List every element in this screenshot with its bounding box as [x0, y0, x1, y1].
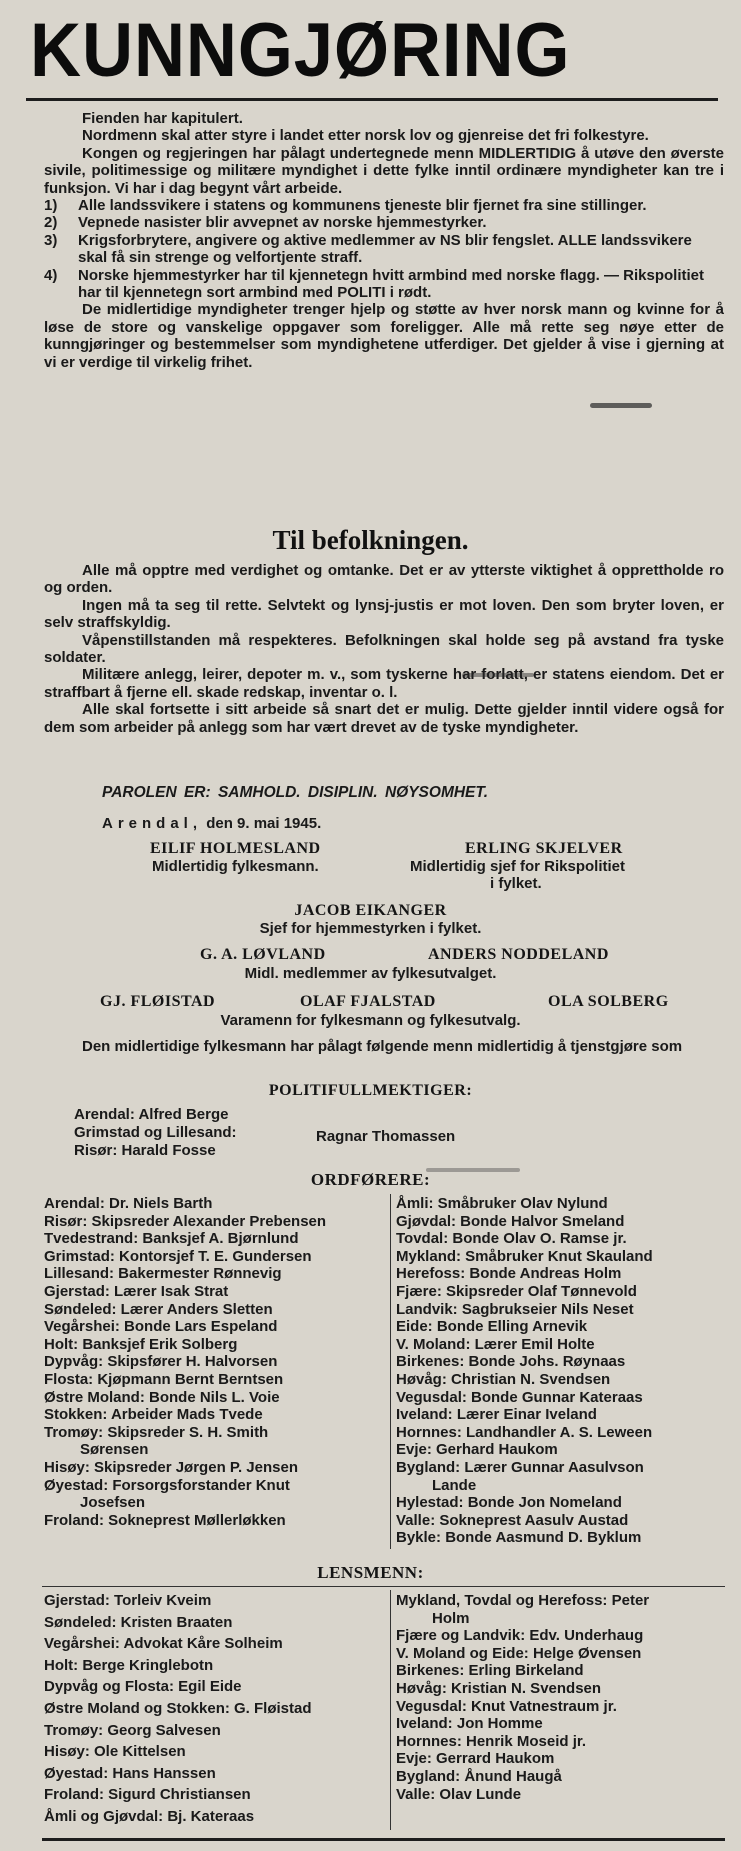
lensmann-right-item: Høvåg: Kristian N. Svendsen [396, 1679, 602, 1697]
ordforer-left-item: Froland: Sokneprest Møllerløkken [44, 1511, 286, 1529]
dateline [102, 815, 321, 832]
ordforer-right-item: Valle: Sokneprest Aasulv Austad [396, 1511, 629, 1529]
signatory-2-title2: i fylket. [490, 875, 542, 892]
politi-grimstad-name: Ragnar Thomassen [316, 1128, 456, 1145]
point-3: 3) Krigsforbrytere, angivere og aktive medlemmer av NS blir fengslet. ALLE landssvikere skal få sin strenge og velfortjente straff. [44, 231, 692, 267]
ordforer-left-item: Hisøy: Skipsreder Jørgen P. Jensen [44, 1458, 298, 1476]
lensmann-left-item: Søndeled: Kristen Braaten [44, 1613, 233, 1631]
lensmenn-left-column [44, 1592, 312, 1826]
ordforer-right-item: Vegusdal: Bonde Gunnar Kateraas [396, 1388, 643, 1406]
signatories-45-title: Midl. medlemmer av fylkesutvalget. [244, 965, 497, 982]
section-para-4: Militære anlegg, leirer, depoter m. v., som tyskerne har forlatt, er statens eiendom. Det er straffbart å fjerne ell. skade redskap, inventar o. l. [44, 666, 724, 701]
ordforer-left-item: Østre Moland: Bonde Nils L. Voie [44, 1388, 280, 1406]
lensmann-right-item: Vegusdal: Knut Vatnestraum jr. [396, 1697, 617, 1715]
section-para-1: Alle må opptre med verdighet og omtanke. Det er av ytterste viktighet å opprettholde ro og orden. [44, 562, 724, 597]
ordforer-left-item: Vegårshei: Bonde Lars Espeland [44, 1318, 278, 1336]
ordforer-right-item: Fjære: Skipsreder Olaf Tønnevold [396, 1282, 637, 1300]
ordforer-left-item: Tromøy: Skipsreder S. H. Smith [44, 1423, 269, 1441]
lensmann-left-item: Tromøy: Georg Salvesen [44, 1721, 221, 1739]
ink-smudge [590, 403, 652, 408]
ordforer-left-item: Flosta: Kjøpmann Bernt Berntsen [44, 1370, 284, 1388]
signatory-3-title: Sjef for hjemmestyrken i fylket. [259, 920, 482, 937]
signatory-1-name: EILIF HOLMESLAND [150, 840, 321, 857]
signatory-8-name: OLA SOLBERG [548, 993, 669, 1010]
point-1: 1) Alle landssvikere i statens og kommunens tjeneste blir fjernet fra sine stillinger. [44, 197, 647, 215]
lensmann-right-item: Holm [432, 1609, 470, 1627]
signatories-678-title: Varamenn for fylkesmann og fylkesutvalg. [220, 1012, 521, 1029]
appoint-block [44, 1038, 724, 1055]
ordforer-left-item: Lillesand: Bakermester Rønnevig [44, 1265, 282, 1283]
lensmann-left-item: Østre Moland og Stokken: G. Fløistad [44, 1699, 312, 1717]
section-title: Til befolkningen. [272, 525, 469, 555]
lensmann-right-item: Iveland: Jon Homme [396, 1715, 543, 1733]
ordforer-left-item: Tvedestrand: Banksjef A. Bjørnlund [44, 1230, 299, 1248]
signatory-2-title1: Midlertidig sjef for Rikspolitiet [410, 858, 626, 875]
ordforer-right-item: Bygland: Lærer Gunnar Aasulvson [396, 1458, 644, 1476]
lensmann-left-item: Holt: Berge Kringlebotn [44, 1656, 214, 1674]
ordforer-right-item: Mykland: Småbruker Knut Skauland [396, 1247, 653, 1265]
ordforer-left-item: Holt: Banksjef Erik Solberg [44, 1335, 238, 1353]
intro-line-2: Nordmenn skal atter styre i landet etter norsk lov og gjenreise det fri folkestyre. [82, 127, 649, 145]
ordforer-right-item: Landvik: Sagbrukseier Nils Neset [396, 1300, 634, 1318]
signatory-6-name: GJ. FLØISTAD [100, 993, 216, 1010]
ordforer-right-item: Evje: Gerhard Haukom [396, 1441, 558, 1459]
bottom-rule [42, 1838, 725, 1841]
ordforer-right-item: Tovdal: Bonde Olav O. Ramse jr. [396, 1230, 627, 1248]
signatory-3-name: JACOB EIKANGER [294, 902, 447, 919]
signatory-7-name: OLAF FJALSTAD [300, 993, 436, 1010]
lensmann-left-item: Dypvåg og Flosta: Egil Eide [44, 1678, 242, 1696]
section-para-2: Ingen må ta seg til rette. Selvtekt og lynsj-justis er mot loven. Den som bryter loven, er selv straffskyldig. [44, 596, 724, 632]
lensmenn-right-column [396, 1592, 649, 1803]
lensmann-right-item: Mykland, Tovdal og Herefoss: Peter [396, 1592, 650, 1609]
lensmann-right-item: Hornnes: Henrik Moseid jr. [396, 1732, 587, 1750]
politi-risor: Risør: Harald Fosse [74, 1142, 216, 1159]
ordforere-left-column [44, 1195, 326, 1529]
ordforer-left-item: Øyestad: Forsorgsforstander Knut [44, 1476, 290, 1494]
intro-block [44, 110, 724, 371]
parole: PAROLEN ER: SAMHOLD. DISIPLIN. NØYSOMHET. [102, 784, 489, 801]
ordforer-right-item: Iveland: Lærer Einar Iveland [396, 1406, 597, 1424]
lensmann-right-item: Evje: Gerrard Haukom [396, 1750, 555, 1768]
ordforer-left-item: Sørensen [80, 1441, 149, 1459]
headline: KUNNGJØRING [30, 8, 571, 93]
lensmann-right-item: Fjære og Landvik: Edv. Underhaug [396, 1627, 644, 1645]
date: den 9. mai 1945. [206, 815, 322, 832]
ordforer-right-item: Hornnes: Landhandler A. S. Leween [396, 1423, 653, 1441]
signatory-5-name: ANDERS NODDELAND [428, 946, 609, 963]
ordforer-right-item: V. Moland: Lærer Emil Holte [396, 1335, 595, 1353]
lensmann-left-item: Vegårshei: Advokat Kåre Solheim [44, 1635, 283, 1653]
signatory-1-title: Midlertidig fylkesmann. [152, 858, 319, 875]
politi-heading: POLITIFULLMEKTIGER: [268, 1082, 473, 1099]
ink-smudge [426, 1168, 520, 1172]
ordforer-right-item: Lande [432, 1476, 477, 1494]
ordforer-right-item: Gjøvdal: Bonde Halvor Smeland [396, 1212, 625, 1230]
point-2: 2) Vepnede nasister blir avvepnet av norske hjemmestyrker. [44, 214, 487, 232]
lensmann-right-item: Bygland: Ånund Haugå [396, 1767, 562, 1785]
ordforer-left-item: Søndeled: Lærer Anders Sletten [44, 1300, 273, 1318]
ordforer-left-item: Grimstad: Kontorsjef T. E. Gundersen [44, 1247, 312, 1265]
ordforer-left-item: Arendal: Dr. Niels Barth [44, 1195, 213, 1212]
ordforer-left-item: Josefsen [80, 1494, 146, 1512]
appoint-text: Den midlertidige fylkesmann har pålagt følgende menn midlertidig å tjenstgjøre som [82, 1038, 683, 1055]
politi-grimstad: Grimstad og Lillesand: [74, 1124, 237, 1141]
ordforer-right-item: Hylestad: Bonde Jon Nomeland [396, 1494, 622, 1512]
ordforer-right-item: Åmli: Småbruker Olav Nylund [396, 1195, 608, 1212]
lensmenn-divider [390, 1590, 391, 1830]
ordforer-left-item: Stokken: Arbeider Mads Tvede [44, 1406, 263, 1424]
lensmann-left-item: Gjerstad: Torleiv Kveim [44, 1592, 212, 1609]
section-para-3: Våpenstillstanden må respekteres. Befolkningen skal holde seg på avstand fra tyske soldater. [44, 631, 724, 667]
section-para-5: Alle skal fortsette i sitt arbeide så snart det er mulig. Dette gjelder inntil videre også for dem som arbeider på anlegg som har vært drevet av de tyske myndigheter. [44, 701, 724, 736]
section-block [44, 562, 724, 736]
ordforer-right-item: Herefoss: Bonde Andreas Holm [396, 1265, 622, 1283]
signatory-2-name: ERLING SKJELVER [465, 840, 623, 857]
politi-arendal: Arendal: Alfred Berge [74, 1106, 229, 1123]
intro-line-3: Kongen og regjeringen har pålagt undertegnede menn MIDLERTIDIG å utøve den øverste sivile, politimessige og militære myndighet i dette fylke inntil ordinære myndigheter kan tre i funksjon. Vi har i dag begynt vårt arbeide. [44, 144, 724, 197]
ordforere-heading: ORDFØRERE: [310, 1170, 431, 1189]
point-4: 4) Norske hjemmestyrker har til kjennetegn hvitt armbind med norske flagg. — Rikspolitiet har til kjennetegn sort armbind med POLITI i rødt. [44, 266, 704, 302]
closing-paragraph: De midlertidige myndigheter trenger hjelp og støtte av hver norsk mann og kvinne for å løse de store og vanskelige oppgaver som foreligger. Alle må rette seg nøye etter de kunngjøringer og bestemmelser som myndighetene utferdiger. Det gjelder å vise i gjerning at vi er verdige til virkelig frihet. [44, 301, 724, 371]
ordforer-left-item: Risør: Skipsreder Alexander Prebensen [44, 1212, 327, 1230]
lensmenn-heading: LENSMENN: [317, 1563, 424, 1582]
ordforer-right-item: Eide: Bonde Elling Arnevik [396, 1318, 588, 1336]
signatory-4-name: G. A. LØVLAND [200, 946, 326, 963]
lensmann-right-item: Valle: Olav Lunde [396, 1785, 522, 1803]
ordforer-right-item: Birkenes: Bonde Johs. Røynaas [396, 1353, 626, 1371]
place: Arendal, [102, 815, 203, 832]
lensmann-left-item: Hisøy: Ole Kittelsen [44, 1743, 186, 1761]
ordforer-right-item: Høvåg: Christian N. Svendsen [396, 1370, 611, 1388]
lensmenn-top-rule [42, 1586, 725, 1587]
headline-rule [26, 98, 718, 101]
lensmann-right-item: V. Moland og Eide: Helge Øvensen [396, 1644, 642, 1662]
ordforer-right-item: Bykle: Bonde Aasmund D. Byklum [396, 1529, 642, 1547]
lensmann-left-item: Froland: Sigurd Christiansen [44, 1786, 251, 1804]
lensmann-right-item: Birkenes: Erling Birkeland [396, 1662, 584, 1680]
intro-line-1: Fienden har kapitulert. [82, 110, 243, 127]
lensmann-left-item: Åmli og Gjøvdal: Bj. Kateraas [44, 1807, 255, 1825]
ordforer-left-item: Dypvåg: Skipsfører H. Halvorsen [44, 1353, 278, 1371]
ordforere-divider [390, 1194, 391, 1549]
ordforer-left-item: Gjerstad: Lærer Isak Strat [44, 1282, 229, 1300]
ordforere-right-column [396, 1195, 653, 1547]
lensmann-left-item: Øyestad: Hans Hanssen [44, 1764, 216, 1782]
ink-smudge [462, 673, 534, 677]
